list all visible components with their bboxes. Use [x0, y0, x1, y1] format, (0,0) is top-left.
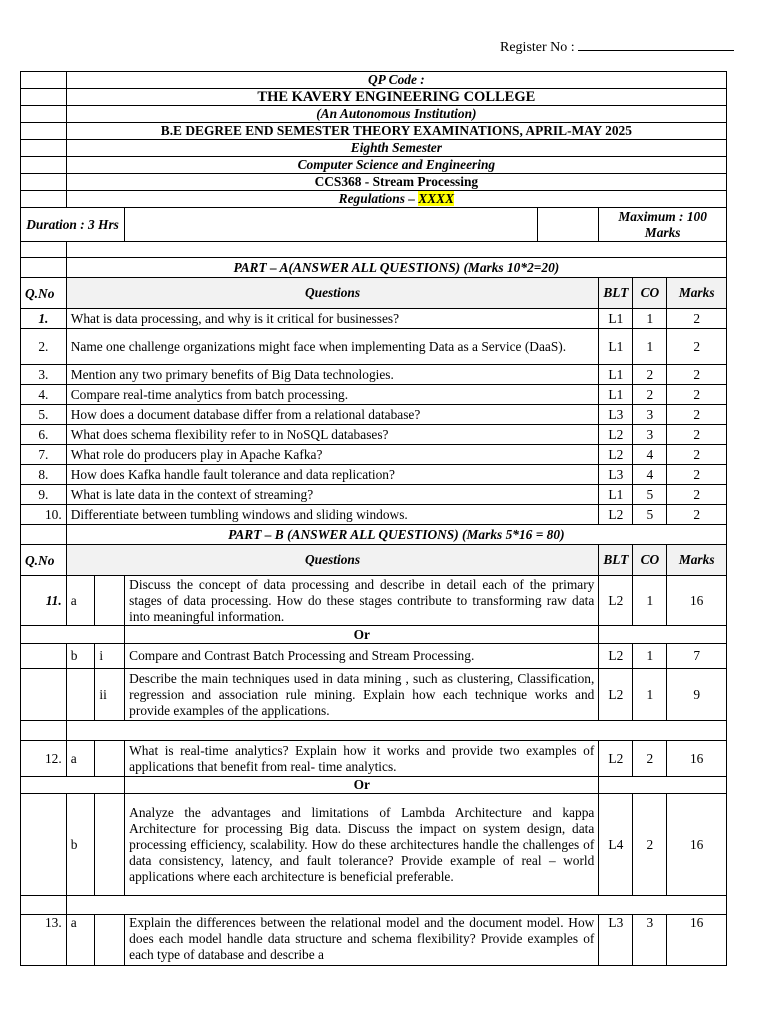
regulations-value: XXXX: [418, 191, 455, 206]
qp-code: QP Code :: [66, 72, 726, 89]
part-a-qno-header: Q.No: [21, 278, 67, 309]
register-number: [500, 36, 734, 56]
department: Computer Science and Engineering: [66, 157, 726, 174]
part-a-row: 7. What role do producers play in Apache Kafka? L2 4 2: [21, 445, 727, 465]
exam-title: B.E DEGREE END SEMESTER THEORY EXAMINATIONS, APRIL-MAY 2025: [66, 123, 726, 140]
part-a-title: PART – A(ANSWER ALL QUESTIONS) (Marks 10*2=20): [66, 258, 726, 278]
or-divider: Or: [125, 626, 599, 644]
q11-number: 11.: [21, 576, 67, 626]
part-a-row: 8. How does Kafka handle fault tolerance and data replication? L3 4 2: [21, 465, 727, 485]
question-paper-table: [20, 71, 727, 966]
part-b-questions-header: Questions: [66, 545, 599, 576]
part-b-co-header: CO: [633, 545, 667, 576]
part-a-co-header: CO: [633, 278, 667, 309]
part-b-title: PART – B (ANSWER ALL QUESTIONS) (Marks 5*16 = 80): [66, 525, 726, 545]
course-title: CCS368 - Stream Processing: [66, 174, 726, 191]
question-13a: 13. a Explain the differences between the relational model and the document model. How does each model handle data structure and schema flexibility? Provide examples of each type of database and describe a L3 3 16: [21, 915, 727, 966]
regulations: [66, 191, 726, 208]
college-name: THE KAVERY ENGINEERING COLLEGE: [66, 89, 726, 106]
regulations-label: Regulations –: [338, 191, 419, 206]
part-a-row: 10. Differentiate between tumbling windows and sliding windows. L2 5 2: [21, 505, 727, 525]
q12-number: 12.: [21, 741, 67, 777]
part-a-row: 3. Mention any two primary benefits of Big Data technologies. L1 2 2: [21, 365, 727, 385]
part-a-row: 2. Name one challenge organizations might face when implementing Data as a Service (DaaS). L1 1 2: [21, 329, 727, 365]
or-divider: Or: [125, 777, 599, 794]
part-a-row: 5. How does a document database differ from a relational database? L3 3 2: [21, 405, 727, 425]
question-11b-ii: ii Describe the main techniques used in data mining , such as clustering, Classification, regression and association rule mining. Explain how each technique works and provide examples of the applications. L2 1 9: [21, 669, 727, 721]
part-b-marks-header: Marks: [667, 545, 727, 576]
register-blank-line: [578, 36, 734, 51]
q13-number: 13.: [21, 915, 67, 966]
question-12b: b Analyze the advantages and limitations of Lambda Architecture and kappa Architecture for processing Big data. Discuss the impact on system design, data processing efficiency, scalability. How do these architectures handle the challenges of data consistency, latency, and fault tolerance? Provide example of real – world applications where each architecture is beneficial preferable. L4 2 16: [21, 794, 727, 896]
part-b-qno-header: Q.No: [21, 545, 67, 576]
part-a-marks-header: Marks: [667, 278, 727, 309]
part-a-questions-header: Questions: [66, 278, 599, 309]
part-a-row: 4. Compare real-time analytics from batch processing. L1 2 2: [21, 385, 727, 405]
question-12a: 12. a What is real-time analytics? Explain how it works and provide two examples of applications that benefit from real- time analytics. L2 2 16: [21, 741, 727, 777]
part-a-blt-header: BLT: [599, 278, 633, 309]
question-11b-i: b i Compare and Contrast Batch Processing and Stream Processing. L2 1 7: [21, 644, 727, 669]
question-11a: 11. a Discuss the concept of data processing and describe in detail each of the primary stages of data processing. How do these stages contribute to transforming raw data into meaningful information. L2 1 16: [21, 576, 727, 626]
maximum-marks: Maximum : 100 Marks: [599, 208, 727, 242]
part-a-row: 6. What does schema flexibility refer to in NoSQL databases? L2 3 2: [21, 425, 727, 445]
register-label: Register No :: [500, 40, 575, 55]
part-b-blt-header: BLT: [599, 545, 633, 576]
semester: Eighth Semester: [66, 140, 726, 157]
part-a-row: 9. What is late data in the context of streaming? L1 5 2: [21, 485, 727, 505]
autonomous-line: (An Autonomous Institution): [66, 106, 726, 123]
duration: Duration : 3 Hrs: [21, 208, 125, 242]
part-a-row: 1. What is data processing, and why is it critical for businesses? L1 1 2: [21, 309, 727, 329]
